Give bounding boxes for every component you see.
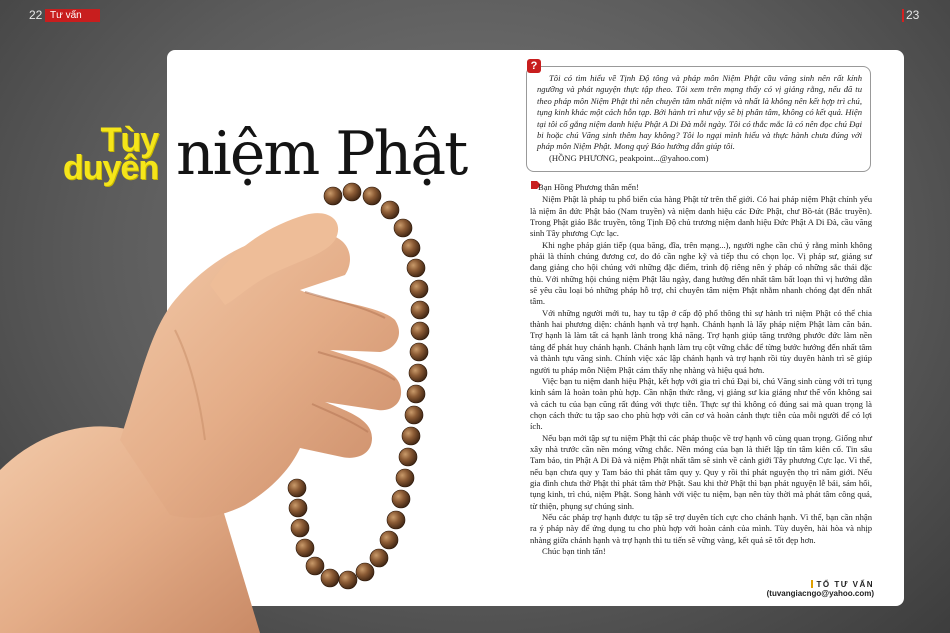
answer-body	[530, 182, 872, 557]
answer-greeting: Bạn Hồng Phương thân mến!	[538, 182, 639, 192]
answer-paragraph: Khi nghe pháp gián tiếp (qua băng, đĩa, trên mạng...), người nghe cần chú ý rằng mình không phải là thính chúng đương cơ, do đó cần nghe kỹ và tiếp thu có chọn lọc. Vị pháp sư, giảng sư đang giảng cho hội chúng với những đặc điểm, trình độ riêng nên ý pháp có những sắc thái đặc thù. Với những hội chúng niệm Phật lâu ngày, đang hướng đến nhất tâm bất loạn thì vị hướng dẫn sẽ yêu cầu loại bỏ những pháp hỗ trợ, chỉ chuyên tâm niệm Phật nhằm nhanh chóng đạt đến nhất tâm.	[530, 239, 872, 307]
question-text: Tôi có tìm hiểu về Tịnh Độ tông và pháp môn Niệm Phật cầu vãng sinh nên rất kính ngưỡng và phát nguyện thực tập theo. Tôi xem trên mạng thấy có vị giảng rằng, nếu đã tu theo pháp môn Niệm Phật thì nên chuyên tâm nhất niệm và nhất là không nên kết hợp trì chú, tụng kinh khác một cách hỗn tạp. Bởi hành trì như vậy sẽ bị phân tâm, không có kết quả. Hiện tại tôi cố gắng niệm danh hiệu Phật A Di Đà mỗi ngày. Tôi có thắc mắc là có nên đọc chú Đại bi hoặc chú Vãng sinh thêm hay không? Tôi lo ngại mình hiểu và thực hành chưa đúng với pháp môn Niệm Phật. Mong quý Báo hướng dẫn giúp tôi.	[537, 73, 862, 152]
answer-paragraph: Với những người mới tu, hay tu tập ở cấp độ phổ thông thì sự hành trì niệm Phật có thể chia thành hai phương diện: chánh hạnh và trợ hạnh. Chánh hạnh là lấy pháp niệm Phật làm căn bản. Trợ hạnh là làm tất cả hạnh lành trong khả năng. Trợ hạnh giúp tăng trưởng phước đức làm nền tảng để phát huy chánh hạnh. Chánh hạnh làm trụ cột vững chắc để từng bước hướng đến nhất tâm và thành tựu vãng sinh. Chính việc xác lập chánh hạnh và trợ hạnh rồi tùy duyên hành trì sẽ giúp người tu pháp môn Niệm Phật cảm thấy nhẹ nhàng và hiệu quả hơn.	[530, 307, 872, 375]
title-kicker: Tùy duyên	[62, 121, 158, 187]
answer-paragraph: Việc bạn tu niệm danh hiệu Phật, kết hợp với gia trì chú Đại bi, chú Vãng sinh cùng với trì tụng kinh sám là hoàn toàn phù hợp. Cần nhận thức rằng, vị giảng sư kia giảng như thế vốn không sai và cách tu của bạn cũng rất đúng với thực tiễn. Thực sự thì không có đúng sai mà quan trọng là chọn cách thức tu tập sao cho phù hợp với căn cơ và hoàn cảnh thực tiễn của mỗi người để có lợi ích.	[530, 375, 872, 432]
author-name: TỔ TƯ VẤN	[758, 580, 874, 589]
answer-paragraph: Niệm Phật là pháp tu phổ biến của hàng Phật tử trên thế giới. Có hai pháp niệm Phật chính yếu là niệm ân đức Phật bảo (Nam truyền) và niệm danh hiệu các Đức Phật, chư Bồ-tát (Bắc truyền). Trong Phật giáo Bắc truyền, tông Tịnh Độ chủ trương niệm danh hiệu Đức Phật A Di Đà, cầu vãng sinh Tây phương Cực lạc.	[530, 194, 872, 239]
question-mark-icon: ?	[527, 59, 541, 73]
answer-paragraph: Nếu bạn mới tập sự tu niệm Phật thì các pháp thuộc về trợ hạnh vô cùng quan trọng. Giống như xây nhà trước cần nền móng vững chắc. Nền móng của bạn là thiết lập tín tâm kiên cố. Tin sâu Tam bảo, tin Phật A Di Đà và niệm Phật nhất tâm sẽ sinh về cảnh giới Tây phương Cực lạc. Vì thế, nếu bạn chưa quy y Tam bảo thì phát tâm quy y. Quy y rồi thì phát nguyện thọ trì năm giới. Nếu gia đình chưa thờ Phật thì phát tâm thờ Phật. Sau khi thờ Phật thì bạn phát nguyện lễ bái, sám hối, tụng kinh, trì chú, niệm Phật. Song hành với việc tu niệm, bạn nên tùy thời mà phát tâm công quả, từ thiện, phụng sự chúng sinh.	[530, 432, 872, 511]
question-signature: (HỒNG PHƯƠNG, peakpoint...@yahoo.com)	[549, 152, 709, 163]
author-email: (tuvangiacngo@yahoo.com)	[766, 589, 874, 598]
answer-closing: Chúc bạn tinh tấn!	[542, 546, 606, 556]
question-box	[526, 66, 871, 172]
author-signature	[758, 580, 874, 598]
page-number-right: 23	[906, 8, 920, 22]
page-number-left: 22	[29, 8, 43, 22]
article-title: niệm Phật	[176, 119, 467, 189]
section-tag: Tư vấn	[45, 9, 100, 22]
answer-paragraph: Nếu các pháp trợ hạnh được tu tập sẽ trợ duyên tích cực cho chánh hạnh. Vì thế, bạn cần nhận ra ý pháp này để ứng dụng tu cho phù hợp với hoàn cảnh của mình. Tùy duyên, hài hòa và nhịp nhàng giữa chánh hạnh và trợ hạnh thì tu tiến sẽ vững vàng, kết quả sẽ tốt đẹp hơn.	[530, 511, 872, 545]
